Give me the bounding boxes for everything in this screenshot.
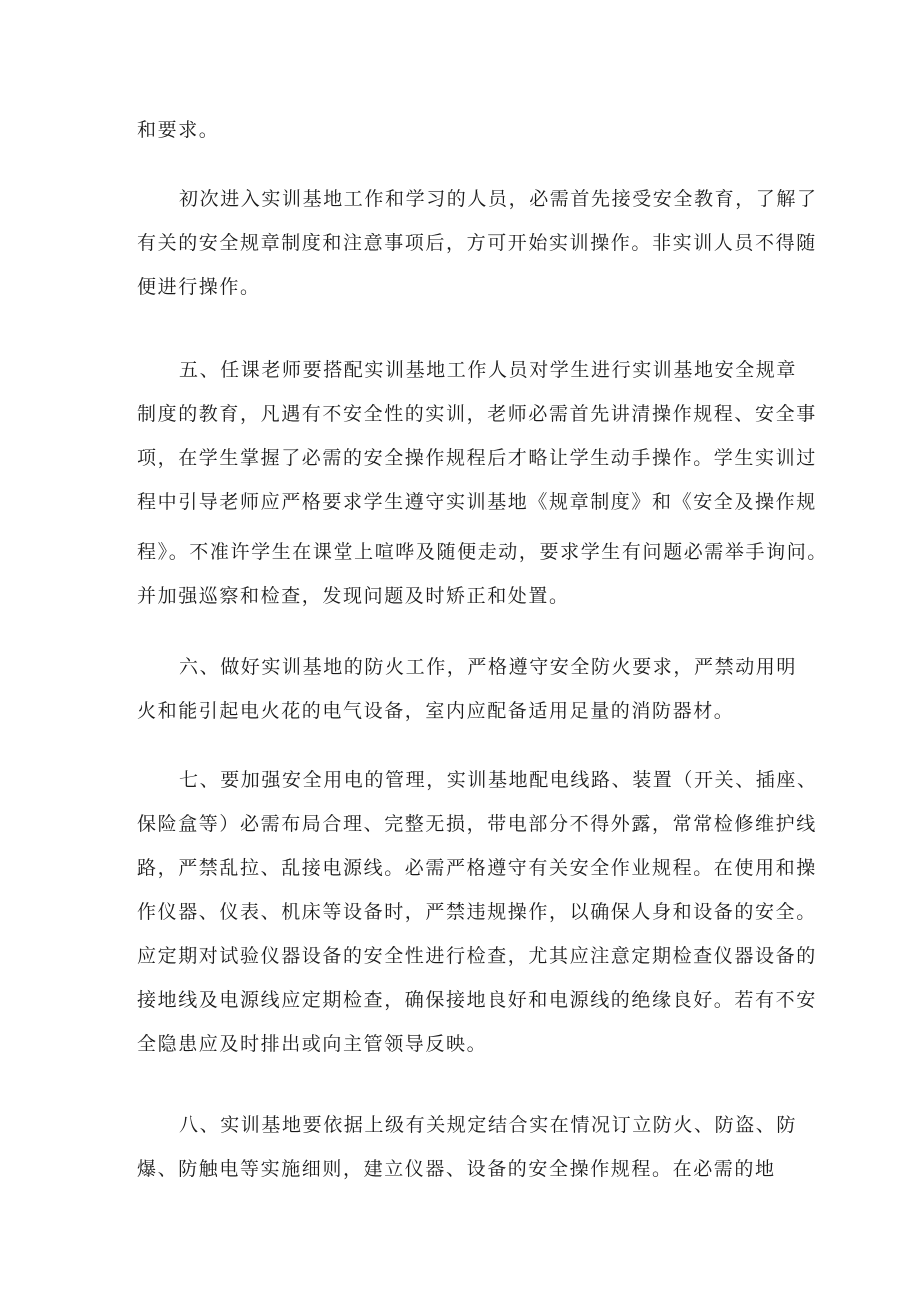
- text-line: 初次进入实训基地工作和学习的人员，必需首先接受安全教育，了解了: [179, 188, 818, 210]
- text-line: 程》。不准许学生在课堂上喧哗及随便走动，要求学生有问题必需举手询问。: [137, 541, 828, 563]
- text-line: 七、要加强安全用电的管理，实训基地配电线路、装置（开关、插座、: [179, 769, 818, 791]
- text-line: 路，严禁乱拉、乱接电源线。必需严格遵守有关安全作业规程。在使用和操: [137, 857, 817, 879]
- text-line: 八、实训基地要依据上级有关规定结合实在情况订立防火、防盗、防: [179, 1114, 798, 1136]
- text-line: 并加强巡察和检查，发现问题及时矫正和处置。: [137, 585, 570, 607]
- text-line: 全隐患应及时排出或向主管领导反映。: [137, 1033, 488, 1055]
- text-line: 便进行操作。: [137, 276, 261, 298]
- text-line: 和要求。: [137, 119, 220, 141]
- text-line: 接地线及电源线应定期检查，确保接地良好和电源线的绝缘良好。若有不安: [137, 989, 817, 1011]
- text-line: 有关的安全规章制度和注意事项后，方可开始实训操作。非实训人员不得随: [137, 232, 817, 254]
- text-line: 作仪器、仪表、机床等设备时，严禁违规操作，以确保人身和设备的安全。: [137, 901, 817, 923]
- text-line: 项，在学生掌握了必需的安全操作规程后才略让学生动手操作。学生实训过: [137, 447, 817, 469]
- text-line: 制度的教育，凡遇有不安全性的实训，老师必需首先讲清操作规程、安全事: [137, 403, 817, 425]
- text-line: 五、任课老师要搭配实训基地工作人员对学生进行实训基地安全规章: [179, 359, 798, 381]
- text-line: 火和能引起电火花的电气设备，室内应配备适用足量的消防器材。: [137, 700, 735, 722]
- text-line: 六、做好实训基地的防火工作，严格遵守安全防火要求，严禁动用明: [179, 656, 798, 678]
- text-line: 应定期对试验仪器设备的安全性进行检查，尤其应注意定期检查仪器设备的: [137, 945, 817, 967]
- text-line: 保险盒等）必需布局合理、完整无损，带电部分不得外露，常常检修维护线: [137, 813, 817, 835]
- text-line: 爆、防触电等实施细则，建立仪器、设备的安全操作规程。在必需的地: [137, 1158, 776, 1180]
- text-line: 程中引导老师应严格要求学生遵守实训基地《规章制度》和《安全及操作规: [137, 491, 817, 513]
